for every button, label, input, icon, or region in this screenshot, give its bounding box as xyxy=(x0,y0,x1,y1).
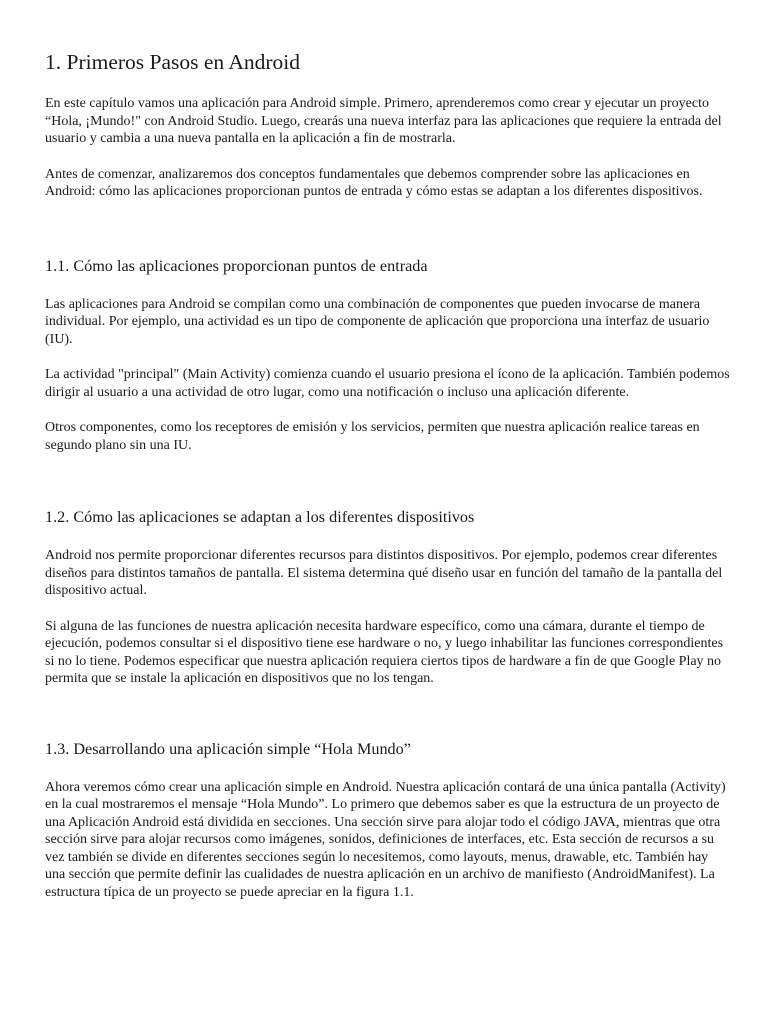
section-device-adaptation xyxy=(45,507,730,688)
section-entry-points xyxy=(45,256,730,455)
section-paragraph: Otros componentes, como los receptores de emisión y los servicios, permiten que nuestra aplicación realice tareas en segundo plano sin una IU. xyxy=(45,420,700,453)
section-paragraph: Las aplicaciones para Android se compilan como una combinación de componentes que pueden invocarse de manera individual. Por ejemplo, una actividad es un tipo de componente de aplicación que proporciona una interfaz de usuario (IU). xyxy=(45,296,710,347)
section-paragraph: La actividad "principal" (Main Activity) comienza cuando el usuario presiona el ícono de la aplicación. También podemos dirigir al usuario a una actividad de otro lugar, como una notificación o incluso una aplicación diferente. xyxy=(45,367,730,400)
section-paragraph: Ahora veremos cómo crear una aplicación simple en Android. Nuestra aplicación contará de una única pantalla (Activity) en la cual mostraremos el mensaje “Hola Mundo”. Lo primero que debemos saber es que la estructura de un proyecto de una Aplicación Android está dividida en secciones. Una sección sirve para alojar todo el código JAVA, mientras que otra sección sirve para alojar recursos como imágenes, sonidos, definiciones de interfaces, etc. Esta sección de recursos a su vez también se divide en diferentes secciones según lo necesitemos, como layouts, menus, drawable, etc. También hay una sección que permite definir las cualidades de nuestra aplicación en un archivo de manifiesto (AndroidManifest). La estructura típica de un proyecto se puede apreciar en la figura 1.1. xyxy=(45,779,726,900)
page-title: 1. Primeros Pasos en Android xyxy=(45,50,301,74)
section-heading: 1.1. Cómo las aplicaciones proporcionan puntos de entrada xyxy=(45,256,428,275)
section-paragraph: Android nos permite proporcionar diferentes recursos para distintos dispositivos. Por ejemplo, podemos crear diferentes diseños para distintos tamaños de pantalla. El sistema determina qué diseño usar en función del tamaño de la pantalla del dispositivo actual. xyxy=(45,548,723,598)
section-paragraph: Si alguna de las funciones de nuestra aplicación necesita hardware específico, como una cámara, durante el tiempo de ejecución, podemos consultar si el dispositivo tiene ese hardware o no, y luego inhabilitar las funciones correspondientes si no lo tiene. Podemos especificar que nuestra aplicación requiera ciertos tipos de hardware a fin de que Google Play no permita que se instale la aplicación en dispositivos que no los tengan. xyxy=(45,618,724,686)
intro-paragraph: En este capítulo vamos una aplicación para Android simple. Primero, aprenderemos como crear y ejecutar un proyecto “Hola, ¡Mundo!" con Android Studio. Luego, crearás una nueva interfaz para las aplicaciones que requiere la entrada del usuario y cambia a una nueva pantalla en la aplicación a fin de mostrarla. xyxy=(45,96,722,146)
intro-paragraph: Antes de comenzar, analizaremos dos conceptos fundamentales que debemos comprender sobre las aplicaciones en Android: cómo las aplicaciones proporcionan puntos de entrada y cómo estas se adaptan a los diferentes dispositivos. xyxy=(45,166,703,199)
section-hello-world xyxy=(45,739,730,902)
section-heading: 1.2. Cómo las aplicaciones se adaptan a los diferentes dispositivos xyxy=(45,508,475,526)
section-heading: 1.3. Desarrollando una aplicación simple “Hola Mundo” xyxy=(45,739,411,758)
